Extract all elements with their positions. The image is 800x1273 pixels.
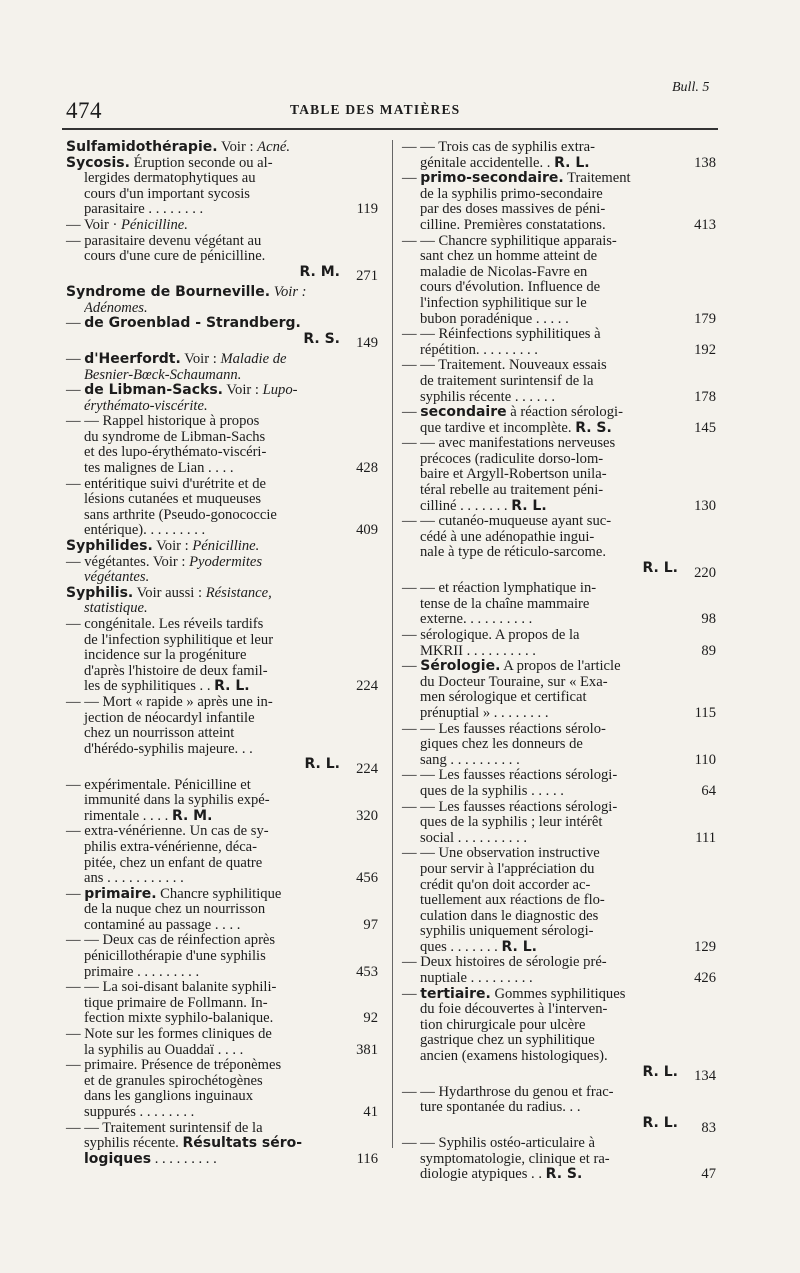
index-entry <box>66 352 378 383</box>
entry-page-number: 64 <box>701 782 716 799</box>
index-entry <box>66 980 378 1027</box>
entry-text: tique primaire de Follmann. In- <box>84 994 268 1011</box>
index-entry <box>66 1027 378 1058</box>
entry-page-number: 115 <box>694 704 716 721</box>
index-entry <box>402 436 716 514</box>
entry-text: — — Chancre syphilitique apparais- <box>402 232 617 249</box>
entry-text: jection de néocardyl infantile <box>84 709 255 726</box>
entry-text: chez un nourrisson atteint <box>84 725 235 742</box>
entry-text: tuellement aux réactions de flo- <box>420 892 605 909</box>
entry-text: — tertiaire. Gommes syphilitiques <box>402 985 626 1002</box>
entry-text: philis extra-vénérienne, déca- <box>84 838 258 855</box>
entry-text: l'infection syphilitique sur le <box>420 294 587 311</box>
index-entry <box>402 846 716 955</box>
entry-text: cours d'un important sycosis <box>84 185 250 202</box>
entry-text: tense de la chaîne mammaire <box>420 595 590 612</box>
entry-page-number: 179 <box>694 310 716 327</box>
entry-text: R. M. <box>299 264 340 280</box>
entry-text: lergides dermatophytiques au <box>84 170 256 187</box>
index-entry <box>402 659 716 721</box>
entry-text: sant chez un homme atteint de <box>420 248 598 265</box>
index-entry <box>402 722 716 769</box>
column-separator <box>392 140 393 1148</box>
entry-page-number: 83 <box>701 1119 716 1136</box>
entry-text: — Sérologie. A propos de l'article <box>402 658 621 675</box>
entry-text: syphilis récente . . . . . . <box>420 389 555 405</box>
entry-text: la syphilis au Ouaddaï . . . . <box>84 1042 244 1058</box>
entry-page-number: 47 <box>701 1166 716 1183</box>
index-entry <box>66 778 378 825</box>
entry-text: du foie découvertes à l'interven- <box>420 1001 608 1018</box>
entry-text: cilliné . . . . . . . R. L. <box>420 498 547 514</box>
entry-text: — — Trois cas de syphilis extra- <box>402 139 595 155</box>
entry-page-number: 134 <box>694 1068 716 1085</box>
entry-text: précoces (radiculite dorso-lom- <box>420 450 604 467</box>
entry-text: nale à type de réticulo-sarcome. <box>420 544 606 561</box>
entry-text: — parasitaire devenu végétant au <box>66 232 262 249</box>
entry-text: giques chez les donneurs de <box>420 736 583 753</box>
entry-text: R. L. <box>642 1064 678 1080</box>
entry-text: — — Deux cas de réinfection après <box>66 932 276 949</box>
entry-text: sans arthrite (Pseudo-gonococcie <box>84 506 277 523</box>
entry-text: et de granules spirochétogènes <box>84 1072 263 1089</box>
index-entry <box>402 1136 716 1183</box>
entry-text: — — Traitement surintensif de la <box>66 1119 263 1136</box>
entry-text: ancien (examens histologiques). <box>420 1048 608 1065</box>
entry-text: — — Les fausses réactions sérologi- <box>402 798 618 815</box>
header-rule <box>62 128 718 130</box>
entry-text: — de Libman-Sacks. Voir : Lupo- <box>66 382 298 399</box>
entry-text: parasitaire . . . . . . . . <box>84 202 204 218</box>
entry-text: — secondaire à réaction sérologi- <box>402 404 623 421</box>
index-entry <box>402 234 716 328</box>
entry-page-number: 92 <box>363 1010 378 1027</box>
entry-text: — — Mort « rapide » après une in- <box>66 693 273 710</box>
index-entry <box>66 1121 378 1168</box>
index-entry <box>66 383 378 414</box>
entry-text: de la nuque chez un nourrisson <box>84 901 266 918</box>
entry-text: R. L. <box>642 1116 678 1131</box>
entry-text: végétantes. <box>84 570 150 586</box>
index-entry <box>66 140 378 156</box>
entry-text: contaminé au passage . . . . <box>84 917 241 933</box>
entry-text: Adénomes. <box>84 300 148 316</box>
entry-text: men sérologique et certificat <box>420 689 587 706</box>
entry-text: bubon poradénique . . . . . <box>420 311 569 327</box>
index-entry <box>66 887 378 934</box>
entry-text: fection mixte syphilo-balanique. <box>84 1011 274 1027</box>
entry-text: — Voir · Pénicilline. <box>66 217 188 233</box>
index-entry <box>66 1058 378 1120</box>
entry-page-number: 413 <box>694 216 716 233</box>
entry-text: — — Rappel historique à propos <box>66 413 260 430</box>
index-entry <box>402 514 716 581</box>
entry-text: dans les ganglions inguinaux <box>84 1088 254 1105</box>
entry-text: baire et Argyll-Robertson unila- <box>420 466 607 483</box>
entry-text: immunité dans la syphilis expé- <box>84 792 270 809</box>
entry-text: — — Les fausses réactions sérolo- <box>402 720 606 737</box>
entry-text: ques de la syphilis . . . . . <box>420 783 564 799</box>
index-column-right <box>402 140 716 1183</box>
entry-page-number: 456 <box>356 870 378 887</box>
entry-text: tion chirurgicale pour ulcère <box>420 1016 586 1033</box>
entry-text: — — Réinfections syphilitiques à <box>402 326 601 343</box>
index-entry <box>402 405 716 436</box>
entry-text: entérique). . . . . . . . . <box>84 523 206 539</box>
index-entry <box>402 358 716 405</box>
entry-text: lésions cutanées et muqueuses <box>84 491 262 508</box>
entry-text: — d'Heerfordt. Voir : Maladie de <box>66 350 287 367</box>
entry-page-number: 116 <box>356 1150 378 1167</box>
index-entry <box>402 987 716 1085</box>
entry-text: gastrique chez un syphilitique <box>420 1032 595 1049</box>
entry-text: externe. . . . . . . . . . <box>420 612 533 628</box>
entry-page-number: 41 <box>363 1104 378 1120</box>
entry-text: — entéritique suivi d'urétrite et de <box>66 475 266 492</box>
entry-page-number: 192 <box>694 341 716 358</box>
entry-text: — extra-vénérienne. Un cas de sy- <box>66 823 269 840</box>
entry-text: génitale accidentelle. . R. L. <box>420 155 590 171</box>
entry-text: — — avec manifestations nerveuses <box>402 435 616 452</box>
entry-page-number: 453 <box>356 963 378 980</box>
entry-text: Sycosis. Éruption seconde ou al- <box>66 154 273 171</box>
entry-text: — primaire. Chancre syphilitique <box>66 885 282 902</box>
entry-page-number: 409 <box>356 522 378 539</box>
entry-page-number: 224 <box>356 678 378 695</box>
entry-text: d'hérédo-syphilis majeure. . . <box>84 740 253 757</box>
entry-text: pitée, chez un enfant de quatre <box>84 854 263 871</box>
entry-text: ques de la syphilis ; leur intérêt <box>420 814 603 831</box>
entry-text: — — Hydarthrose du genou et frac- <box>402 1083 614 1100</box>
entry-text: nuptiale . . . . . . . . . <box>420 971 533 987</box>
entry-text: suppurés . . . . . . . . <box>84 1105 195 1120</box>
entry-text: syphilis uniquement sérologi- <box>420 923 594 940</box>
index-entry <box>66 539 378 555</box>
entry-text: — congénitale. Les réveils tardifs <box>66 616 264 632</box>
entry-text: syphilis récente. Résultats séro- <box>84 1135 303 1152</box>
entry-page-number: 98 <box>701 611 716 628</box>
entry-text: tes malignes de Lian . . . . <box>84 461 234 477</box>
entry-text: R. S. <box>303 331 340 347</box>
entry-text: cours d'évolution. Influence de <box>420 279 601 296</box>
index-entry <box>402 327 716 358</box>
entry-text: les de syphilitiques . . R. L. <box>84 679 250 695</box>
index-entry <box>66 617 378 695</box>
entry-page-number: 145 <box>694 419 716 436</box>
entry-text: prénuptial » . . . . . . . . <box>420 705 549 721</box>
index-entry <box>402 171 716 233</box>
entry-text: sang . . . . . . . . . . <box>420 752 520 768</box>
entry-text: — Note sur les formes cliniques de <box>66 1026 272 1043</box>
index-entry <box>66 586 378 617</box>
entry-text: culation dans le diagnostic des <box>420 907 599 924</box>
entry-text: ans . . . . . . . . . . . <box>84 871 184 887</box>
entry-page-number: 224 <box>356 760 378 777</box>
index-entry <box>66 414 378 476</box>
index-entry <box>66 933 378 980</box>
entry-text: — de Groenblad - Strandberg. <box>66 315 301 332</box>
entry-text: cilline. Premières constatations. <box>420 217 606 233</box>
entry-text: crédit qu'on doit accorder ac- <box>420 876 591 893</box>
entry-page-number: 426 <box>694 970 716 987</box>
entry-text: Syndrome de Bourneville. Voir : <box>66 283 307 300</box>
entry-page-number: 111 <box>695 829 716 846</box>
entry-page-number: 130 <box>694 497 716 514</box>
entry-text: social . . . . . . . . . . <box>420 830 528 846</box>
index-entry <box>402 140 716 171</box>
entry-page-number: 97 <box>363 916 378 933</box>
entry-text: ques . . . . . . . R. L. <box>420 939 537 955</box>
entry-text: — végétantes. Voir : Pyodermites <box>66 553 263 570</box>
entry-page-number: 110 <box>694 751 716 768</box>
entry-text: que tardive et incomplète. R. S. <box>420 420 612 436</box>
entry-text: R. L. <box>304 757 340 773</box>
entry-text: — sérologique. A propos de la <box>402 627 580 643</box>
index-entry <box>66 695 378 778</box>
entry-text: Besnier-Bœck-Schaumann. <box>84 367 242 383</box>
index-entry <box>66 156 378 218</box>
entry-text: maladie de Nicolas-Favre en <box>420 263 588 280</box>
entry-page-number: 129 <box>694 938 716 955</box>
entry-text: logiques . . . . . . . . . <box>84 1151 217 1167</box>
index-entry <box>402 581 716 628</box>
index-entry <box>66 234 378 285</box>
entry-text: pour servir à l'appréciation du <box>420 860 595 877</box>
entry-page-number: 320 <box>356 807 378 824</box>
entry-text: de traitement surintensif de la <box>420 372 594 389</box>
entry-text: de l'infection syphilitique et leur <box>84 631 274 648</box>
entry-page-number: 178 <box>694 388 716 405</box>
entry-text: — — Une observation instructive <box>402 845 600 862</box>
entry-text: Syphilis. Voir aussi : Résistance, <box>66 584 272 601</box>
index-entry <box>402 1085 716 1136</box>
entry-text: — expérimentale. Pénicilline et <box>66 776 251 793</box>
entry-text: érythémato-viscérite. <box>84 398 208 414</box>
entry-text: incidence sur la progéniture <box>84 647 247 664</box>
index-entry <box>66 477 378 539</box>
entry-page-number: 271 <box>356 268 378 285</box>
entry-text: statistique. <box>84 601 148 617</box>
entry-text: — — Traitement. Nouveaux essais <box>402 357 607 374</box>
entry-text: téral rebelle au traitement péni- <box>420 482 604 499</box>
index-column-left <box>66 140 378 1167</box>
entry-text: cédé à une adénopathie ingui- <box>420 528 595 545</box>
index-entry <box>402 628 716 659</box>
entry-text: symptomatologie, clinique et ra- <box>420 1150 610 1167</box>
index-entry <box>66 824 378 886</box>
entry-page-number: 138 <box>694 154 716 171</box>
entry-text: R. L. <box>642 561 678 577</box>
index-entry <box>402 955 716 986</box>
entry-text: ture spontanée du radius. . . <box>420 1099 581 1116</box>
index-entry <box>66 316 378 352</box>
index-entry <box>66 285 378 316</box>
entry-text: et des lupo-érythémato-viscéri- <box>84 444 267 461</box>
index-entry <box>66 218 378 234</box>
entry-text: Syphilides. Voir : Pénicilline. <box>66 539 260 555</box>
bulletin-label: Bull. 5 <box>672 80 710 95</box>
entry-text: — — Les fausses réactions sérologi- <box>402 767 618 784</box>
entry-text: de la syphilis primo-secondaire <box>420 185 603 202</box>
entry-text: primaire . . . . . . . . . <box>84 964 200 980</box>
entry-text: — — Syphilis ostéo-articulaire à <box>402 1135 595 1152</box>
entry-page-number: 381 <box>356 1041 378 1058</box>
index-entry <box>402 768 716 799</box>
entry-text: — — La soi-disant balanite syphili- <box>66 979 277 996</box>
entry-text: — primo-secondaire. Traitement <box>402 170 631 187</box>
entry-text: — — cutanéo-muqueuse ayant suc- <box>402 513 612 530</box>
running-title: TABLE DES MATIÈRES <box>290 102 461 117</box>
entry-page-number: 119 <box>356 201 378 218</box>
entry-text: — primaire. Présence de tréponèmes <box>66 1057 282 1074</box>
index-entry <box>402 800 716 847</box>
entry-text: cours d'une cure de pénicilline. <box>84 248 266 265</box>
entry-text: répétition. . . . . . . . . <box>420 342 538 358</box>
entry-text: rimentale . . . . R. M. <box>84 808 213 824</box>
entry-text: diologie atypiques . . R. S. <box>420 1167 583 1183</box>
entry-text: du syndrome de Libman-Sachs <box>84 428 266 445</box>
entry-text: du Docteur Touraine, sur « Exa- <box>420 673 608 690</box>
page-number: 474 <box>66 98 102 123</box>
entry-text: par des doses massives de péni- <box>420 201 606 218</box>
entry-page-number: 149 <box>356 335 378 352</box>
entry-page-number: 220 <box>694 564 716 581</box>
entry-text: d'après l'histoire de deux famil- <box>84 662 268 679</box>
entry-text: — — et réaction lymphatique in- <box>402 580 597 597</box>
entry-text: — Deux histoires de sérologie pré- <box>402 954 607 971</box>
entry-text: pénicillothérapie d'une syphilis <box>84 948 266 965</box>
entry-text: Sulfamidothérapie. Voir : Acné. <box>66 140 290 155</box>
index-entry <box>66 555 378 586</box>
entry-page-number: 89 <box>701 642 716 659</box>
entry-text: MKRII . . . . . . . . . . <box>420 643 536 659</box>
entry-page-number: 428 <box>356 460 378 477</box>
